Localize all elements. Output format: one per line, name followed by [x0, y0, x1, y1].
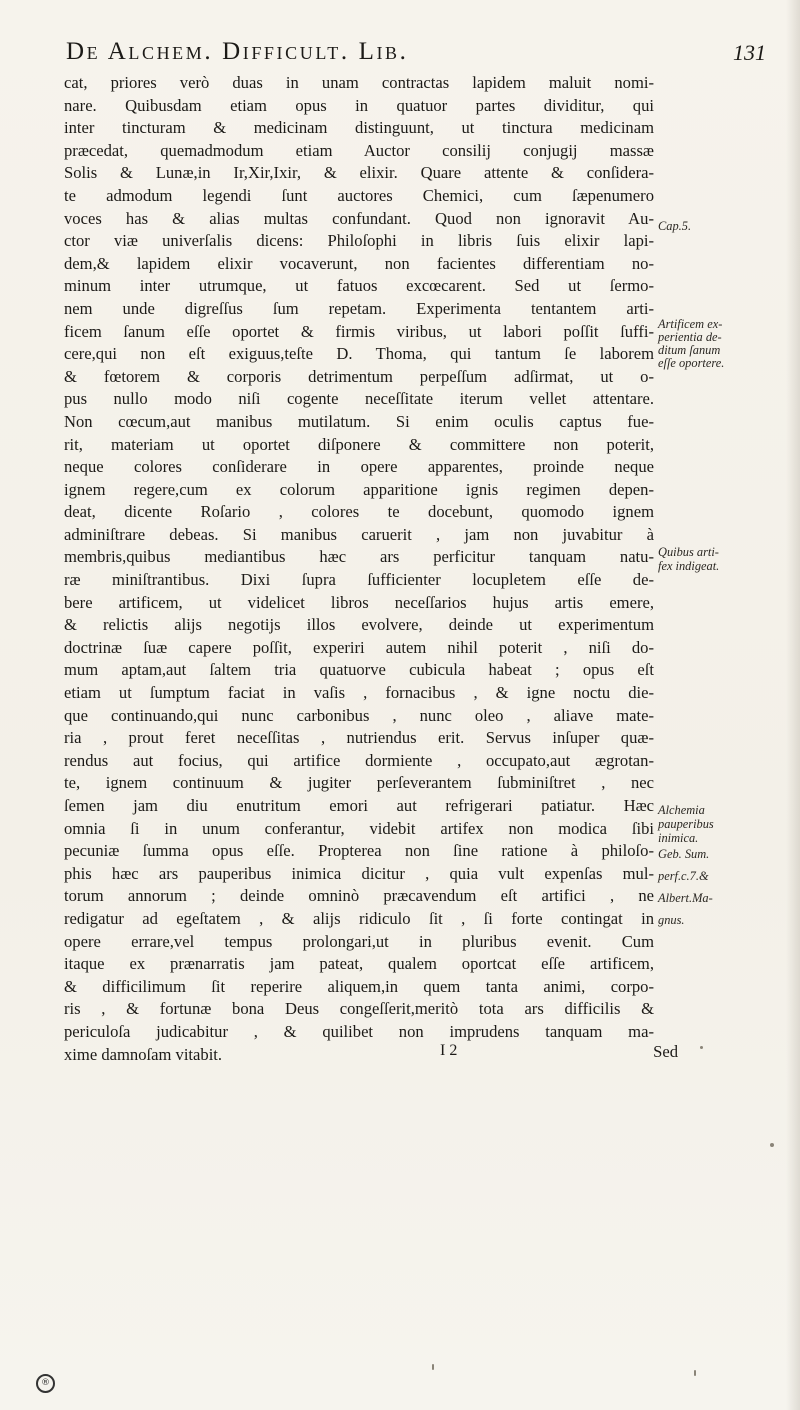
page-edge-shadow [786, 0, 800, 1410]
text-line: pecuniæ ſumma opus eſſe. Propterea non ſine ratione à philoſo- [64, 841, 654, 861]
margin-note: pauperibus [658, 817, 714, 831]
body-text [64, 72, 654, 1066]
text-line: ignem regere,cum ex colorum apparitione ignis regimen depen- [64, 479, 654, 499]
text-line: torum annorum ; deinde omninò præcavendum eſt artifici , ne [64, 886, 654, 906]
running-head: De Alchem. Difficult. Lib. [66, 38, 409, 65]
text-line: mum aptam,aut ſaltem tria quatuorve cubicula habeat ; opus eſt [64, 660, 654, 680]
signature-mark: I 2 [440, 1042, 458, 1059]
text-line: ficem ſanum eſſe oportet & firmis viribus, ut labori poſſit ſuffi- [64, 321, 654, 341]
margin-note: Geb. Sum. [658, 847, 710, 861]
text-line: adminiſtrare debeas. Si manibus caruerit , jam non juvabitur à [64, 524, 654, 544]
text-line: rit, materiam ut oportet diſponere & committere non poterit, [64, 434, 654, 454]
text-line: rendus aut focius, qui artifice dormiente , occupato,aut ægrotan- [64, 750, 654, 770]
text-line: Solis & Lunæ,in Ir,Xir,Ixir, & elixir. Quare attente & conſidera- [64, 163, 654, 183]
text-line: doctrinæ ſuæ capere poſſit, experiri autem nihil poterit , niſi do- [64, 637, 654, 657]
text-line: ria , prout feret neceſſitas , nutriendus erit. Servus inſuper quæ- [64, 728, 654, 748]
text-line: & fœtorem & corporis detrimentum perpeſſum adſirmat, ut o- [64, 366, 654, 386]
text-line: ris , & fortunæ bona Deus congeſſerit,meritò tota ars difficilis & [64, 999, 654, 1019]
margin-note: inimica. [658, 831, 699, 845]
text-line: præcedat, quemadmodum etiam Auctor consilij conjugij massæ [64, 140, 654, 160]
text-line: voces has & alias multas confundant. Quod non ignoravit Au- [64, 208, 654, 228]
text-line: ſemen jam diu enutritum emori aut refrigerari patiatur. Hæc [64, 796, 654, 815]
text-line: xime damnoſam vitabit. [64, 1044, 223, 1064]
page-header [66, 38, 766, 72]
text-line: periculoſa judicabitur , & quilibet non imprudens tanquam ma- [64, 1021, 654, 1041]
margin-note: ditum ſanum [658, 343, 721, 357]
library-stamp-icon: ® [36, 1374, 55, 1393]
text-line: ctor viæ univerſalis dicens: Philoſophi in libris ſuis elixir lapi- [64, 231, 654, 251]
text-line: omnia ſi in unum conferantur, videbit artifex non modica ſibi [64, 818, 654, 838]
margin-note: eſſe oportere. [658, 356, 725, 370]
text-line: te, ignem continuum & jugiter perſeverantem ſubminiſtret , nec [64, 773, 654, 793]
text-line: redigatur ad egeſtatem , & alijs ridiculo ſit , ſi forte contingat in [64, 908, 654, 928]
text-line: pus nullo modo niſi cogente neceſſitate iterum vellet attentare. [64, 389, 654, 409]
margin-note: perf.c.7.& [658, 869, 709, 883]
text-line: neque colores conſiderare in opere apparentes, proinde neque [64, 457, 654, 477]
margin-note: Cap.5. [658, 219, 692, 233]
text-line: etiam ut ſumptum faciat in vaſis , fornacibus , & igne noctu die- [64, 683, 654, 703]
text-line: te admodum legendi ſunt auctores Chemici, cum ſæpenumero [64, 185, 654, 205]
margin-note: Albert.Ma- [658, 891, 713, 905]
text-line: bere artificem, ut videlicet libros neceſſarios hujus artis emere, [64, 592, 654, 612]
text-line: cere,qui non eſt exiguus,teſte D. Thoma, qui tantum ſe laborem [64, 344, 654, 364]
page-number: 131 [733, 40, 766, 65]
text-line: minum inter utrumque, ut fatuos excœcarent. Sed ut ſermo- [64, 276, 654, 296]
text-line: itaque ex prænarratis jam pateat, qualem oportcat eſſe artificem, [64, 954, 654, 974]
text-line: dem,& lapidem elixir vocaverunt, non facientes differentiam no- [64, 253, 654, 273]
text-line: nare. Quibusdam etiam opus in quatuor partes dividitur, qui [64, 95, 654, 115]
text-line: que continuando,qui nunc carbonibus , nunc oleo , aliave mate- [64, 705, 654, 725]
margin-note: Alchemia [658, 803, 705, 817]
text-line: ræ miniſtrantibus. Dixi ſupra ſufficienter locupletem eſſe de- [64, 570, 654, 590]
text-line: opere errare,vel tempus prolongari,ut in pluribus evenit. Cum [64, 931, 654, 951]
margin-note: Quibus arti- [658, 545, 719, 559]
text-line: membris,quibus mediantibus hæc ars perficitur tanquam natu- [64, 547, 654, 567]
margin-note: perientia de- [658, 330, 722, 344]
text-line: phis hæc ars pauperibus inimica dicitur , quia vult expenſas mul- [64, 863, 654, 883]
text-line: & difficilimum ſit reperire aliquem,in quem tanta animi, corpo- [64, 976, 654, 996]
page-footer [420, 1042, 720, 1066]
margin-note: fex indigeat. [658, 559, 720, 573]
text-line: Non cœcum,aut manibus mutilatum. Si enim oculis captus fue- [64, 411, 654, 431]
text-line: cat, priores verò duas in unam contractas lapidem maluit nomi- [64, 73, 654, 92]
margin-note: Artificem ex- [658, 317, 723, 331]
catchword: Sed [653, 1042, 678, 1061]
margin-note: gnus. [658, 913, 685, 927]
text-line: inter tincturam & medicinam distinguunt, ut tinctura medicinam [64, 118, 654, 138]
text-line: nem unde digreſſus ſum repetam. Experimenta tentantem arti- [64, 298, 654, 318]
text-line: & relictis alijs negotijs illos evolvere, deinde ut experimentum [64, 615, 654, 635]
text-line: deat, dicente Roſario , colores te docebunt, quomodo ignem [64, 502, 654, 522]
